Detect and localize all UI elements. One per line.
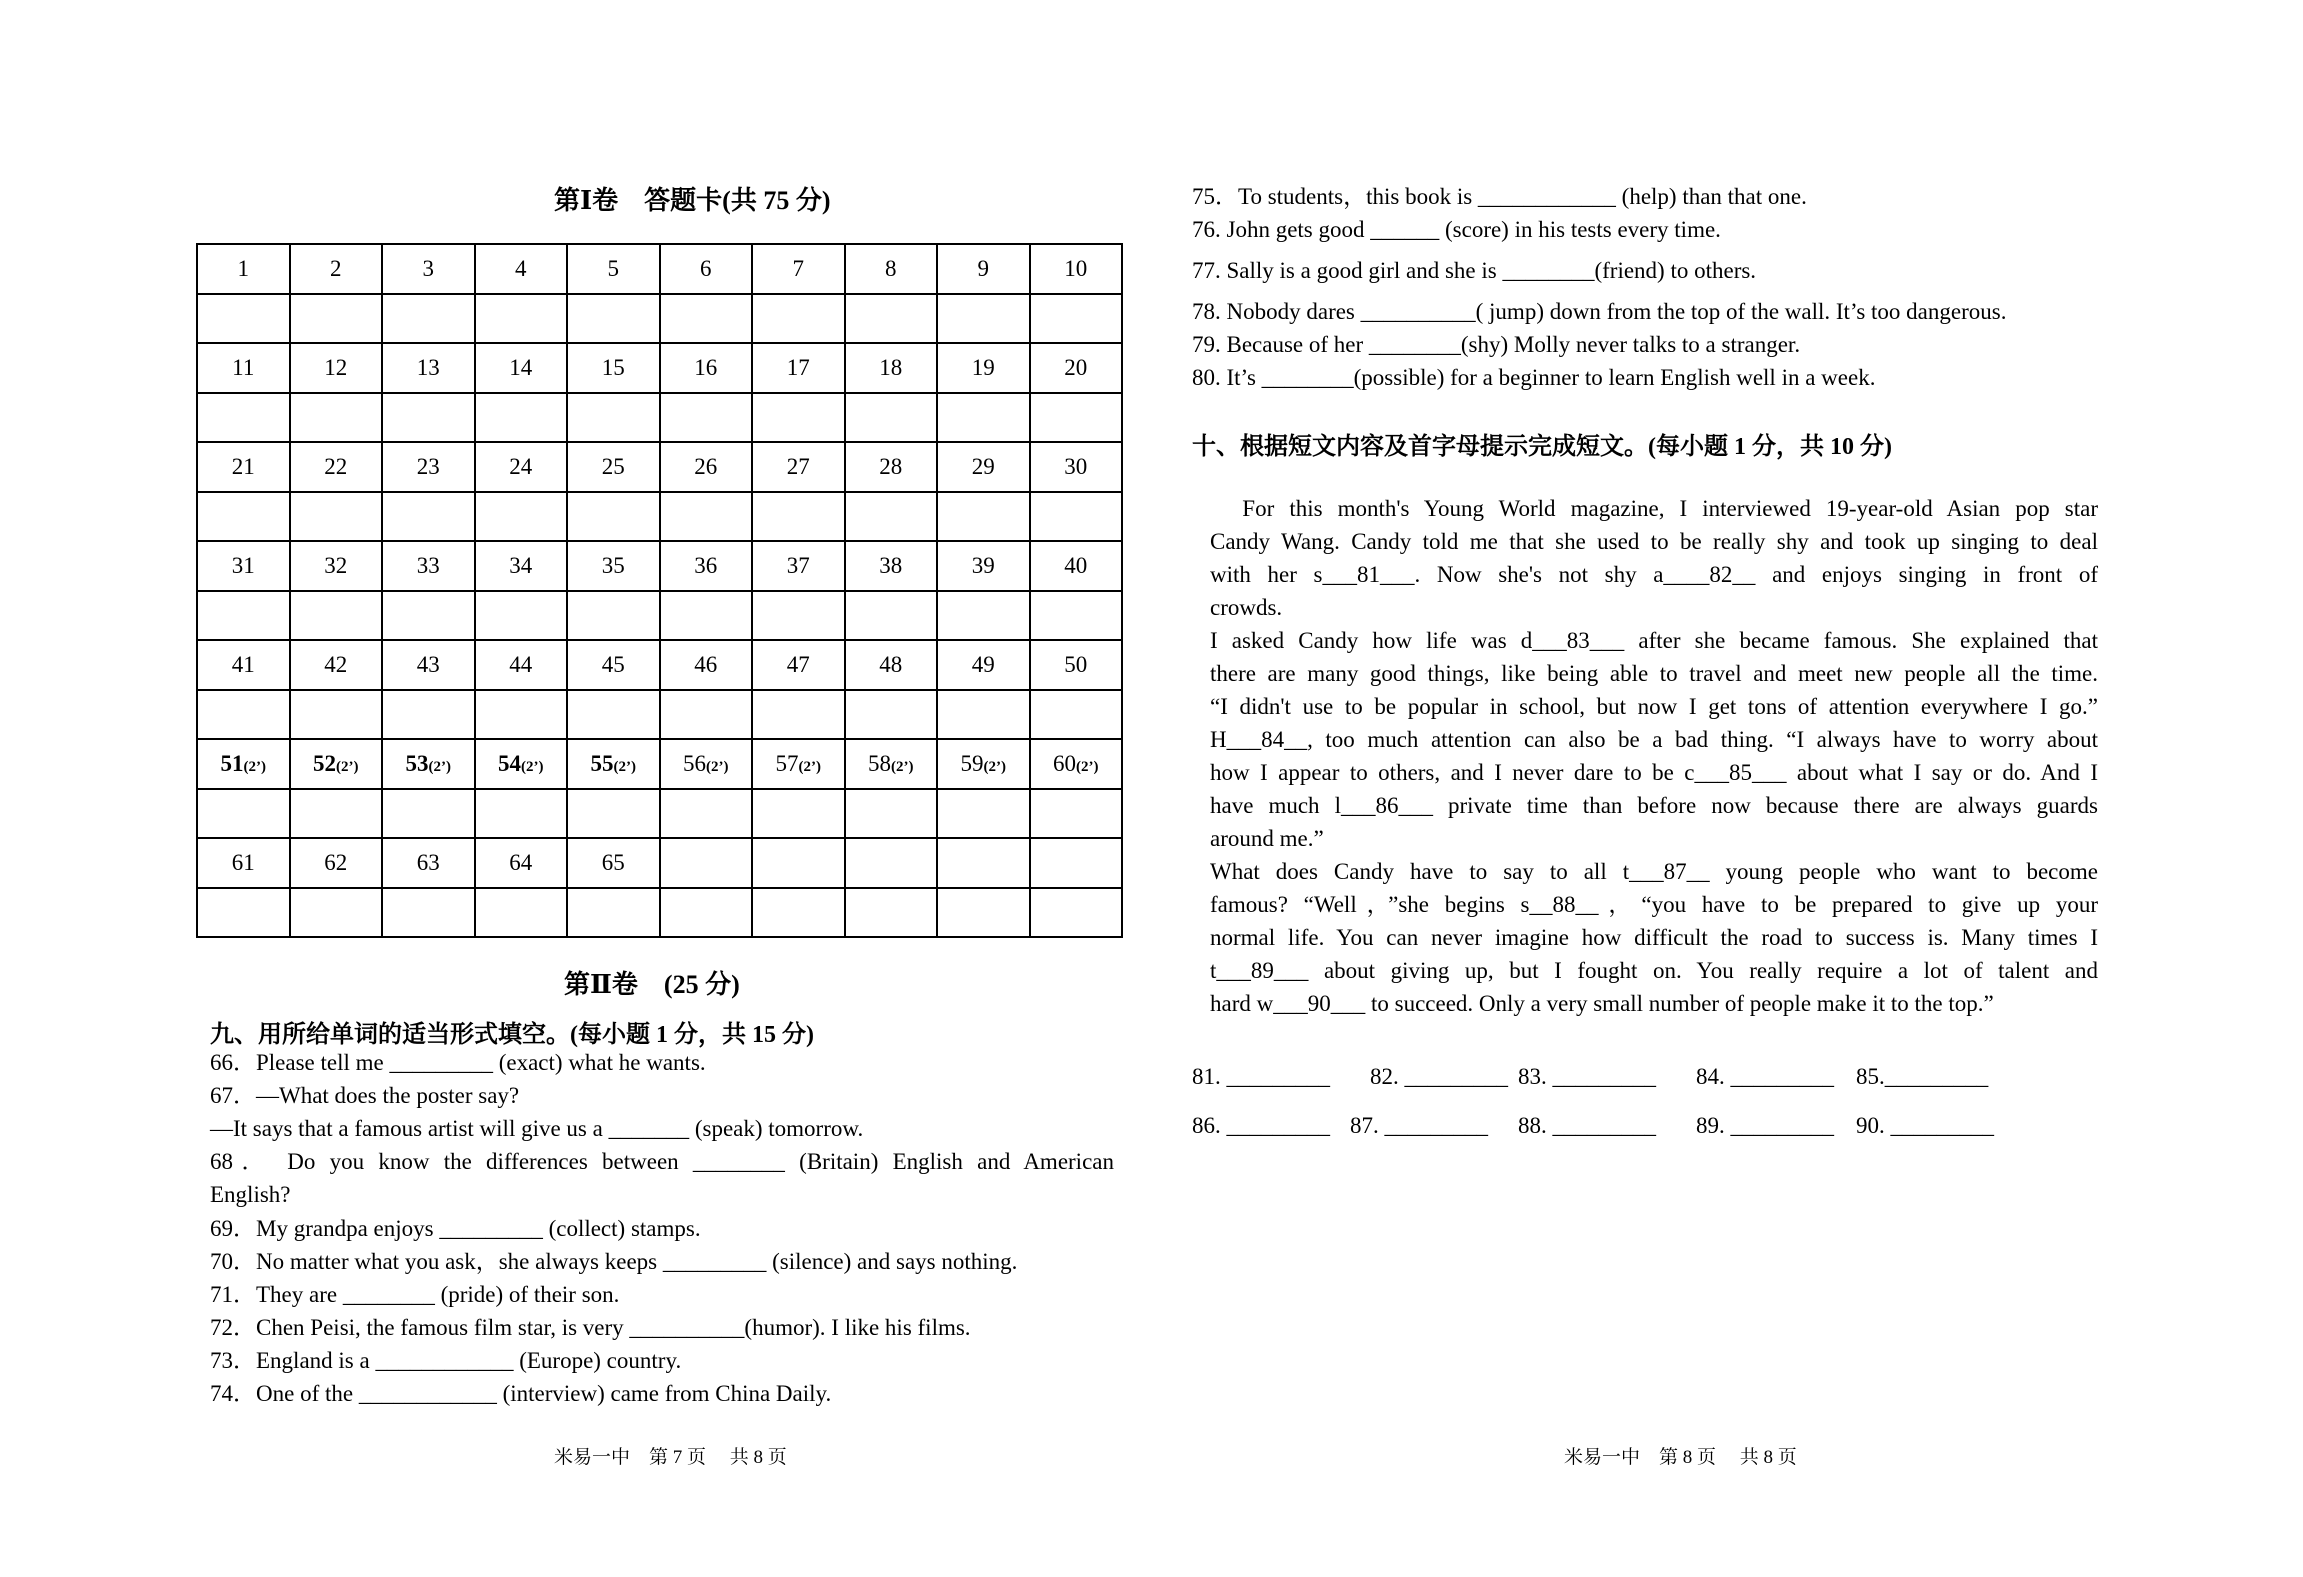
answer-cell[interactable]	[197, 393, 290, 443]
answer-card-answer-row	[197, 789, 1122, 839]
question-number-cell	[845, 244, 938, 294]
question-number: 44	[509, 651, 533, 677]
answer-cell[interactable]	[197, 888, 290, 938]
question-number: 7	[792, 255, 804, 281]
answer-cell[interactable]	[845, 492, 938, 542]
question-number: 10	[1064, 255, 1088, 281]
question-number: 61	[231, 849, 255, 875]
answer-card-answer-row	[197, 492, 1122, 542]
question-number: 25	[601, 453, 625, 479]
answer-cell[interactable]	[752, 690, 845, 740]
question-number: 63	[416, 849, 440, 875]
question-77: 77. Sally is a good girl and she is ________(friend) to others.	[1192, 258, 1757, 283]
question-number: 18	[879, 354, 903, 380]
answer-cell[interactable]	[1030, 492, 1123, 542]
question-number: 48	[879, 651, 903, 677]
answer-cell[interactable]	[382, 492, 475, 542]
question-number: 47	[786, 651, 810, 677]
question-number-cell	[1030, 838, 1123, 888]
question-number-cell	[197, 442, 290, 492]
answer-card-answer-row	[197, 591, 1122, 641]
answer-cell[interactable]	[660, 789, 753, 839]
answer-cell[interactable]	[197, 591, 290, 641]
question-number: 11	[232, 354, 255, 380]
question-number: 62	[324, 849, 348, 875]
question-number-cell	[567, 343, 660, 393]
question-number-cell	[660, 739, 753, 789]
question-number: 45	[601, 651, 625, 677]
question-number: 42	[324, 651, 348, 677]
question-number: 9	[977, 255, 989, 281]
answer-cell[interactable]	[937, 591, 1030, 641]
question-number: 54	[498, 750, 521, 776]
answer-cell[interactable]	[290, 690, 383, 740]
question-number: 19	[971, 354, 995, 380]
question-number-cell	[567, 541, 660, 591]
answer-cell[interactable]	[660, 591, 753, 641]
blank-84: 84. _________	[1696, 1064, 1834, 1089]
answer-cell[interactable]	[660, 393, 753, 443]
answer-cell[interactable]	[845, 294, 938, 344]
passage-line: Candy Wang. Candy told me that she used to be really shy and took up singing to deal	[1210, 529, 2098, 554]
question-number: 34	[509, 552, 533, 578]
question-number-cell	[1030, 739, 1123, 789]
answer-cell[interactable]	[382, 888, 475, 938]
question-number-cell	[290, 343, 383, 393]
question-number-cell	[660, 343, 753, 393]
answer-cell[interactable]	[290, 492, 383, 542]
question-number: 40	[1064, 552, 1088, 578]
points-label: (2’)	[798, 758, 821, 775]
question-number-cell	[660, 244, 753, 294]
answer-cell[interactable]	[1030, 591, 1123, 641]
question-number-cell	[845, 343, 938, 393]
question-number-cell	[937, 343, 1030, 393]
part2-heading: 第Ⅱ卷 (25 分)	[564, 970, 740, 999]
question-number: 17	[786, 354, 810, 380]
question-number: 59	[960, 750, 984, 776]
question-number-cell	[937, 739, 1030, 789]
question-number: 21	[231, 453, 255, 479]
points-label: (2’)	[613, 758, 636, 775]
question-number: 31	[231, 552, 255, 578]
question-number-cell	[475, 541, 568, 591]
question-number: 58	[868, 750, 891, 776]
points-label: (2’)	[243, 758, 266, 775]
blank-90: 90. _________	[1856, 1113, 1994, 1138]
question-number-cell	[382, 838, 475, 888]
answer-cell[interactable]	[475, 591, 568, 641]
answer-cell[interactable]	[752, 888, 845, 938]
question-number-cell	[845, 739, 938, 789]
answer-card-number-row	[197, 343, 1122, 393]
question-number: 35	[601, 552, 625, 578]
answer-card-answer-row	[197, 294, 1122, 344]
question-78: 78. Nobody dares __________( jump) down from the top of the wall. It’s too dangerous.	[1192, 299, 2007, 324]
points-label: (2’)	[521, 758, 544, 775]
answer-cell[interactable]	[475, 393, 568, 443]
answer-cell[interactable]	[752, 492, 845, 542]
question-70: 70．No matter what you ask，she always keeps _________ (silence) and says nothing.	[210, 1249, 1018, 1274]
question-number-cell	[937, 640, 1030, 690]
question-number-cell	[475, 343, 568, 393]
question-number-cell	[290, 244, 383, 294]
answer-cell[interactable]	[382, 690, 475, 740]
question-number-cell	[1030, 640, 1123, 690]
question-number-cell	[567, 244, 660, 294]
question-number-cell	[382, 343, 475, 393]
points-label: (2’)	[428, 758, 451, 775]
passage-line: I asked Candy how life was d___83___ after she became famous. She explained that	[1210, 628, 2098, 653]
question-number: 16	[694, 354, 718, 380]
question-number-cell	[660, 541, 753, 591]
question-number-cell	[845, 640, 938, 690]
blank-85: 85._________	[1856, 1064, 1989, 1089]
question-number-cell	[290, 541, 383, 591]
answer-cell[interactable]	[845, 393, 938, 443]
answer-cell[interactable]	[290, 888, 383, 938]
passage-line: normal life. You can never imagine how difficult the road to success is. Many times I	[1210, 925, 2098, 950]
cloze-passage	[1210, 492, 2098, 1020]
question-number: 26	[694, 453, 718, 479]
passage-line: around me.”	[1210, 826, 1324, 851]
answer-cell[interactable]	[752, 591, 845, 641]
answer-cell[interactable]	[567, 393, 660, 443]
answer-cell[interactable]	[1030, 888, 1123, 938]
section9-title: 九、用所给单词的适当形式填空。(每小题 1 分，共 15 分)	[210, 1022, 814, 1048]
passage-line: with her s___81___. Now she's not shy a____82__ and enjoys singing in front of	[1210, 562, 2098, 587]
question-number: 15	[601, 354, 625, 380]
answer-card-answer-row	[197, 393, 1122, 443]
question-67: 67．—What does the poster say?	[210, 1083, 520, 1108]
answer-card-number-row	[197, 640, 1122, 690]
question-number: 49	[971, 651, 995, 677]
question-number: 2	[330, 255, 342, 281]
question-number: 43	[416, 651, 440, 677]
question-number-cell	[197, 640, 290, 690]
question-number-cell	[197, 739, 290, 789]
question-number-cell	[1030, 541, 1123, 591]
answer-cell[interactable]	[197, 492, 290, 542]
answer-cell[interactable]	[845, 591, 938, 641]
answer-cell[interactable]	[752, 789, 845, 839]
question-number: 56	[683, 750, 706, 776]
passage-line: What does Candy have to say to all t___87__ young people who want to become	[1210, 859, 2098, 884]
question-69: 69．My grandpa enjoys _________ (collect) stamps.	[210, 1216, 701, 1241]
answer-cell[interactable]	[197, 294, 290, 344]
answer-cell[interactable]	[567, 294, 660, 344]
question-number: 39	[971, 552, 995, 578]
blank-83: 83. _________	[1518, 1064, 1656, 1089]
passage-line: For this month's Young World magazine, I interviewed 19-year-old Asian pop star	[1210, 496, 2098, 521]
answer-card-answer-row	[197, 690, 1122, 740]
answer-cell[interactable]	[1030, 789, 1123, 839]
question-80: 80. It’s ________(possible) for a beginner to learn English well in a week.	[1192, 365, 1876, 390]
question-number-cell	[1030, 442, 1123, 492]
question-68-cont: English?	[210, 1182, 291, 1207]
question-number-cell	[1030, 244, 1123, 294]
question-number-cell	[845, 442, 938, 492]
section10-title: 十、根据短文内容及首字母提示完成短文。(每小题 1 分，共 10 分)	[1192, 434, 1892, 460]
answer-cell[interactable]	[567, 888, 660, 938]
question-number: 27	[786, 453, 810, 479]
passage-line: crowds.	[1210, 595, 1283, 620]
question-number: 38	[879, 552, 903, 578]
question-number: 23	[416, 453, 440, 479]
answer-cell[interactable]	[475, 888, 568, 938]
answer-cell[interactable]	[382, 591, 475, 641]
question-number: 65	[601, 849, 625, 875]
question-number-cell	[752, 838, 845, 888]
question-number-cell	[475, 640, 568, 690]
question-number-cell	[382, 244, 475, 294]
answer-cell[interactable]	[845, 888, 938, 938]
right-footer: 米易一中 第 8 页 共 8 页	[1564, 1447, 1797, 1468]
question-number: 1	[237, 255, 249, 281]
question-number-cell	[290, 838, 383, 888]
question-number: 53	[405, 750, 429, 776]
question-number-cell	[197, 541, 290, 591]
question-number-cell	[752, 640, 845, 690]
answer-cell[interactable]	[845, 789, 938, 839]
question-73: 73．England is a ____________ (Europe) country.	[210, 1348, 682, 1373]
answer-cell[interactable]	[1030, 393, 1123, 443]
answer-cell[interactable]	[197, 789, 290, 839]
passage-line: famous? “Well，”she begins s__88__，“you have to be prepared to give up your	[1210, 892, 2098, 917]
passage-line: how I appear to others, and I never dare to be c___85___ about what I say or do. And I	[1210, 760, 2098, 785]
question-number: 37	[786, 552, 810, 578]
answer-cell[interactable]	[752, 294, 845, 344]
question-number-cell	[1030, 343, 1123, 393]
question-number-cell	[382, 739, 475, 789]
question-number-cell	[475, 244, 568, 294]
answer-cell[interactable]	[660, 294, 753, 344]
question-number-cell	[567, 838, 660, 888]
question-71: 71．They are ________ (pride) of their son.	[210, 1282, 620, 1307]
question-number: 22	[324, 453, 348, 479]
question-number-cell	[197, 244, 290, 294]
question-number-cell	[845, 541, 938, 591]
answer-cell[interactable]	[937, 294, 1030, 344]
question-number: 33	[416, 552, 440, 578]
question-number-cell	[660, 838, 753, 888]
question-number-cell	[752, 541, 845, 591]
question-number-cell	[382, 541, 475, 591]
question-number: 12	[324, 354, 348, 380]
points-label: (2’)	[983, 758, 1006, 775]
question-number: 57	[775, 750, 799, 776]
answer-card-number-row	[197, 541, 1122, 591]
answer-cell[interactable]	[475, 789, 568, 839]
answer-cell[interactable]	[290, 789, 383, 839]
blank-81: 81. _________	[1192, 1064, 1330, 1089]
answer-cell[interactable]	[567, 789, 660, 839]
answer-cell[interactable]	[475, 690, 568, 740]
question-number-cell	[660, 442, 753, 492]
points-label: (2’)	[1076, 758, 1099, 775]
passage-line: H___84__, too much attention can also be a bad thing. “I always have to worry about	[1210, 727, 2098, 752]
answer-cell[interactable]	[567, 492, 660, 542]
question-number: 41	[231, 651, 255, 677]
passage-line: t___89___ about giving up, but I fought on. You really require a lot of talent and	[1210, 958, 2098, 983]
answer-card-number-row	[197, 739, 1122, 789]
question-number: 51	[220, 750, 244, 776]
question-number-cell	[290, 739, 383, 789]
answer-card-number-row	[197, 244, 1122, 294]
question-number: 32	[324, 552, 348, 578]
question-number: 28	[879, 453, 903, 479]
answer-card-heading: 第Ⅰ卷 答题卡(共 75 分)	[554, 186, 831, 215]
answer-card-number-row	[197, 442, 1122, 492]
question-number: 50	[1064, 651, 1088, 677]
question-number-cell	[937, 244, 1030, 294]
blank-87: 87. _________	[1350, 1113, 1488, 1138]
answer-cell[interactable]	[660, 492, 753, 542]
question-number-cell	[937, 442, 1030, 492]
answer-cell[interactable]	[937, 492, 1030, 542]
question-number-cell	[845, 838, 938, 888]
answer-card-answer-row	[197, 888, 1122, 938]
answer-cell[interactable]	[475, 492, 568, 542]
answer-cell[interactable]	[197, 690, 290, 740]
answer-cell[interactable]	[660, 888, 753, 938]
question-number-cell	[660, 640, 753, 690]
answer-cell[interactable]	[752, 393, 845, 443]
question-number: 46	[694, 651, 718, 677]
question-number-cell	[197, 343, 290, 393]
answer-cell[interactable]	[382, 393, 475, 443]
question-number: 36	[694, 552, 718, 578]
question-number: 60	[1053, 750, 1076, 776]
answer-cell[interactable]	[290, 591, 383, 641]
answer-cell[interactable]	[1030, 690, 1123, 740]
question-number: 29	[971, 453, 995, 479]
answer-cell[interactable]	[937, 789, 1030, 839]
question-number-cell	[197, 838, 290, 888]
answer-card-number-row	[197, 838, 1122, 888]
question-number-cell	[475, 739, 568, 789]
answer-cell[interactable]	[567, 591, 660, 641]
question-number-cell	[382, 640, 475, 690]
answer-cell[interactable]	[937, 888, 1030, 938]
question-number: 20	[1064, 354, 1088, 380]
answer-cell[interactable]	[290, 393, 383, 443]
question-67-answer: —It says that a famous artist will give us a _______ (speak) tomorrow.	[210, 1116, 864, 1141]
question-number: 64	[509, 849, 533, 875]
answer-cell[interactable]	[475, 294, 568, 344]
answer-cell[interactable]	[290, 294, 383, 344]
answer-cell[interactable]	[382, 789, 475, 839]
question-number: 14	[509, 354, 533, 380]
question-number: 30	[1064, 453, 1088, 479]
question-number-cell	[567, 442, 660, 492]
passage-line: hard w___90___ to succeed. Only a very small number of people make it to the top.”	[1210, 991, 1994, 1016]
left-footer: 米易一中 第 7 页 共 8 页	[554, 1447, 787, 1468]
question-number-cell	[290, 442, 383, 492]
answer-cell[interactable]	[382, 294, 475, 344]
answer-cell[interactable]	[567, 690, 660, 740]
blank-82: 82. _________	[1370, 1064, 1508, 1089]
question-number-cell	[567, 739, 660, 789]
question-number: 6	[700, 255, 712, 281]
question-68: 68． Do you know the differences between ________ (Britain) English and American	[210, 1149, 1114, 1174]
question-number-cell	[752, 343, 845, 393]
question-72: 72．Chen Peisi, the famous film star, is very __________(humor). I like his films.	[210, 1315, 971, 1340]
question-number-cell	[475, 442, 568, 492]
question-number-cell	[382, 442, 475, 492]
points-label: (2’)	[891, 758, 914, 775]
blank-88: 88. _________	[1518, 1113, 1656, 1138]
answer-cell[interactable]	[845, 690, 938, 740]
blank-86: 86. _________	[1192, 1113, 1330, 1138]
question-number: 24	[509, 453, 533, 479]
answer-card-table	[196, 243, 1123, 938]
blank-89: 89. _________	[1696, 1113, 1834, 1138]
question-number-cell	[937, 838, 1030, 888]
passage-line: there are many good things, like being able to travel and meet new people all the time.	[1210, 661, 2098, 686]
question-number-cell	[937, 541, 1030, 591]
question-number: 52	[313, 750, 336, 776]
points-label: (2’)	[336, 758, 359, 775]
question-number-cell	[475, 838, 568, 888]
question-number: 3	[422, 255, 434, 281]
points-label: (2’)	[706, 758, 729, 775]
answer-cell[interactable]	[937, 690, 1030, 740]
question-79: 79. Because of her ________(shy) Molly never talks to a stranger.	[1192, 332, 1801, 357]
question-66: 66．Please tell me _________ (exact) what he wants.	[210, 1050, 706, 1075]
passage-line: “I didn't use to be popular in school, but now I get tons of attention everywhere I go.”	[1210, 694, 2098, 719]
question-number-cell	[752, 739, 845, 789]
question-number: 4	[515, 255, 527, 281]
answer-cell[interactable]	[660, 690, 753, 740]
question-number-cell	[290, 640, 383, 690]
question-number-cell	[567, 640, 660, 690]
question-74: 74．One of the ____________ (interview) came from China Daily.	[210, 1381, 832, 1406]
answer-cell[interactable]	[937, 393, 1030, 443]
question-76: 76. John gets good ______ (score) in his tests every time.	[1192, 217, 1721, 242]
question-number: 13	[416, 354, 440, 380]
question-number: 5	[607, 255, 619, 281]
question-number-cell	[752, 244, 845, 294]
answer-cell[interactable]	[1030, 294, 1123, 344]
question-number: 55	[590, 750, 614, 776]
passage-line: have much l___86___ private time than before now because there are always guards	[1210, 793, 2098, 818]
question-number: 8	[885, 255, 897, 281]
question-75: 75．To students，this book is ____________ (help) than that one.	[1192, 184, 1807, 209]
question-number-cell	[752, 442, 845, 492]
